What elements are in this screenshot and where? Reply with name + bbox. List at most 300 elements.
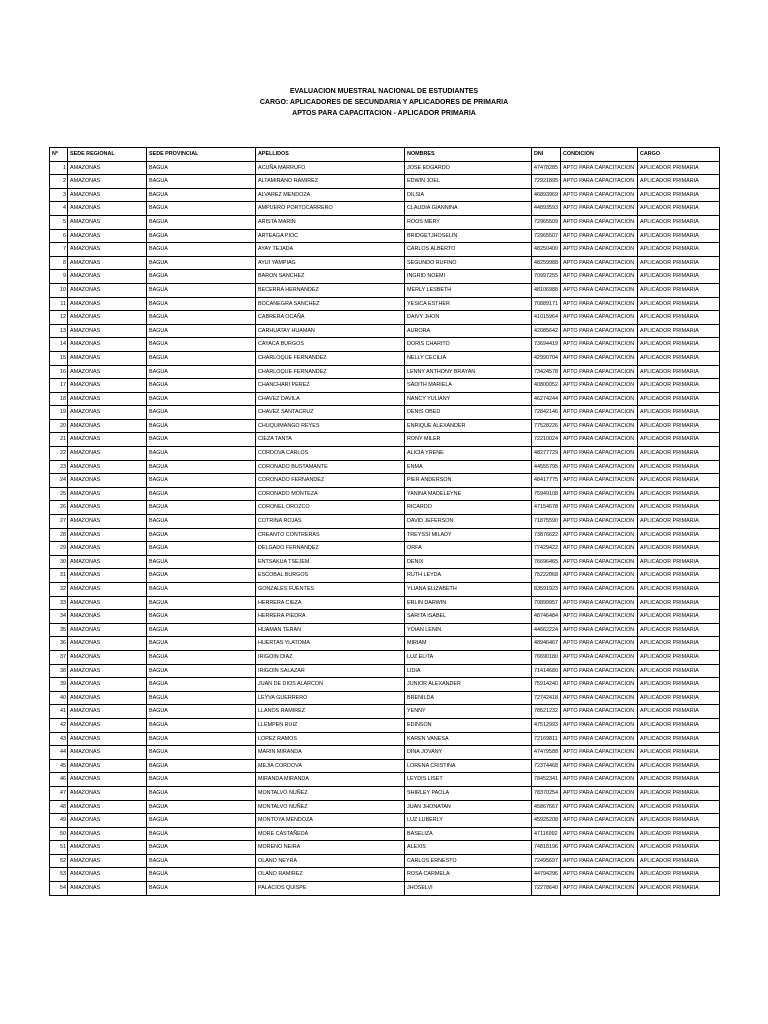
sede-regional-cell: AMAZONAS: [68, 732, 147, 746]
nombres-cell: NANCY YULIANY: [405, 392, 532, 406]
sede-provincial-cell: BAGUA: [147, 406, 256, 420]
table-row: [50, 447, 720, 461]
table-row: [50, 854, 720, 868]
sede-provincial-cell: BAGUA: [147, 365, 256, 379]
sede-regional-cell: AMAZONAS: [68, 433, 147, 447]
dni-cell: 73694419: [532, 338, 561, 352]
sede-regional-cell: AMAZONAS: [68, 814, 147, 828]
nombres-cell: EDINSON: [405, 718, 532, 732]
dni-cell: 75949108: [532, 487, 561, 501]
sede-provincial-cell: BAGUA: [147, 732, 256, 746]
row-number: 52: [50, 854, 68, 868]
condicion-cell: APTO PARA CAPACITACION: [561, 583, 638, 597]
nombres-cell: BASELIZA: [405, 827, 532, 841]
sede-provincial-cell: BAGUA: [147, 868, 256, 882]
sede-provincial-cell: BAGUA: [147, 678, 256, 692]
table-row: [50, 596, 720, 610]
sede-provincial-cell: BAGUA: [147, 515, 256, 529]
sede-regional-cell: AMAZONAS: [68, 746, 147, 760]
nombres-cell: ENRIQUE ALEXANDER: [405, 419, 532, 433]
dni-cell: 48277729: [532, 447, 561, 461]
condicion-cell: APTO PARA CAPACITACION: [561, 841, 638, 855]
table-row: [50, 338, 720, 352]
apellidos-cell: PALACIOS QUISPE: [256, 882, 405, 896]
condicion-cell: APTO PARA CAPACITACION: [561, 528, 638, 542]
condicion-cell: APTO PARA CAPACITACION: [561, 555, 638, 569]
sede-provincial-cell: BAGUA: [147, 243, 256, 257]
nombres-cell: RICARDO: [405, 501, 532, 515]
table-row: [50, 827, 720, 841]
sede-provincial-cell: BAGUA: [147, 283, 256, 297]
sede-provincial-cell: BAGUA: [147, 664, 256, 678]
table-row: [50, 474, 720, 488]
row-number: 45: [50, 759, 68, 773]
cargo-cell: APLICADOR PRIMARIA: [638, 868, 720, 882]
table-row: [50, 175, 720, 189]
sede-regional-cell: AMAZONAS: [68, 202, 147, 216]
nombres-cell: RONY MILER: [405, 433, 532, 447]
table-row: [50, 664, 720, 678]
dni-cell: 72169811: [532, 732, 561, 746]
dni-cell: 72210024: [532, 433, 561, 447]
column-header-nombres: NOMBRES: [405, 148, 532, 162]
row-number: 49: [50, 814, 68, 828]
nombres-cell: MERLY LESBETH: [405, 283, 532, 297]
sede-regional-cell: AMAZONAS: [68, 243, 147, 257]
condicion-cell: APTO PARA CAPACITACION: [561, 664, 638, 678]
condicion-cell: APTO PARA CAPACITACION: [561, 283, 638, 297]
apellidos-cell: MONTALVO NUÑEZ: [256, 800, 405, 814]
cargo-cell: APLICADOR PRIMARIA: [638, 827, 720, 841]
table-row: [50, 365, 720, 379]
condicion-cell: APTO PARA CAPACITACION: [561, 447, 638, 461]
cargo-cell: APLICADOR PRIMARIA: [638, 419, 720, 433]
apellidos-cell: ALTAMIRANO RAMIREZ: [256, 175, 405, 189]
sede-regional-cell: AMAZONAS: [68, 705, 147, 719]
sede-regional-cell: AMAZONAS: [68, 786, 147, 800]
sede-provincial-cell: BAGUA: [147, 474, 256, 488]
nombres-cell: SARITA ISABEL: [405, 610, 532, 624]
cargo-cell: APLICADOR PRIMARIA: [638, 188, 720, 202]
nombres-cell: ORFA: [405, 542, 532, 556]
row-number: 28: [50, 528, 68, 542]
dni-cell: 72965507: [532, 229, 561, 243]
dni-cell: 47478285: [532, 161, 561, 175]
sede-provincial-cell: BAGUA: [147, 542, 256, 556]
nombres-cell: LUZ LUBERLY: [405, 814, 532, 828]
condicion-cell: APTO PARA CAPACITACION: [561, 650, 638, 664]
sede-provincial-cell: BAGUA: [147, 379, 256, 393]
condicion-cell: APTO PARA CAPACITACION: [561, 814, 638, 828]
cargo-cell: APLICADOR PRIMARIA: [638, 528, 720, 542]
cargo-cell: APLICADOR PRIMARIA: [638, 501, 720, 515]
apellidos-cell: MEJIA CORDOVA: [256, 759, 405, 773]
sede-provincial-cell: BAGUA: [147, 882, 256, 896]
table-row: [50, 188, 720, 202]
condicion-cell: APTO PARA CAPACITACION: [561, 256, 638, 270]
row-number: 54: [50, 882, 68, 896]
sede-regional-cell: AMAZONAS: [68, 678, 147, 692]
sede-provincial-cell: BAGUA: [147, 447, 256, 461]
table-row: [50, 256, 720, 270]
cargo-cell: APLICADOR PRIMARIA: [638, 555, 720, 569]
nombres-cell: CARLOS ALBERTO: [405, 243, 532, 257]
sede-regional-cell: AMAZONAS: [68, 297, 147, 311]
cargo-cell: APLICADOR PRIMARIA: [638, 229, 720, 243]
cargo-cell: APLICADOR PRIMARIA: [638, 841, 720, 855]
row-number: 30: [50, 555, 68, 569]
sede-provincial-cell: BAGUA: [147, 202, 256, 216]
apellidos-cell: HUAMAN TERAN: [256, 623, 405, 637]
sede-provincial-cell: BAGUA: [147, 583, 256, 597]
dni-cell: 47479588: [532, 746, 561, 760]
sede-regional-cell: AMAZONAS: [68, 379, 147, 393]
sede-regional-cell: AMAZONAS: [68, 215, 147, 229]
apellidos-cell: CHARLOQUE FERNANDEZ: [256, 351, 405, 365]
sede-regional-cell: AMAZONAS: [68, 542, 147, 556]
sede-provincial-cell: BAGUA: [147, 175, 256, 189]
dni-cell: 78521232: [532, 705, 561, 719]
sede-provincial-cell: BAGUA: [147, 718, 256, 732]
sede-regional-cell: AMAZONAS: [68, 623, 147, 637]
apellidos-cell: MARIN MIRANDA: [256, 746, 405, 760]
dni-cell: 48106988: [532, 283, 561, 297]
sede-provincial-cell: BAGUA: [147, 555, 256, 569]
row-number: 46: [50, 773, 68, 787]
sede-provincial-cell: BAGUA: [147, 650, 256, 664]
dni-cell: 47116992: [532, 827, 561, 841]
nombres-cell: JHOSELVI: [405, 882, 532, 896]
dni-cell: 44662224: [532, 623, 561, 637]
nombres-cell: YESICA ESTHER: [405, 297, 532, 311]
condicion-cell: APTO PARA CAPACITACION: [561, 324, 638, 338]
table-row: [50, 732, 720, 746]
sede-provincial-cell: BAGUA: [147, 270, 256, 284]
table-row: [50, 283, 720, 297]
cargo-cell: APLICADOR PRIMARIA: [638, 324, 720, 338]
dni-cell: 44893593: [532, 202, 561, 216]
sede-regional-cell: AMAZONAS: [68, 419, 147, 433]
table-row: [50, 270, 720, 284]
row-number: 8: [50, 256, 68, 270]
condicion-cell: APTO PARA CAPACITACION: [561, 773, 638, 787]
column-header-sede-provincial: SEDE PROVINCIAL: [147, 148, 256, 162]
sede-provincial-cell: BAGUA: [147, 487, 256, 501]
dni-cell: 46893969: [532, 188, 561, 202]
sede-provincial-cell: BAGUA: [147, 433, 256, 447]
dni-cell: 72495697: [532, 854, 561, 868]
apellidos-cell: CORDOVA CARLOS: [256, 447, 405, 461]
dni-cell: 45867667: [532, 800, 561, 814]
table-row: [50, 379, 720, 393]
nombres-cell: LEYDIS LISET: [405, 773, 532, 787]
dni-cell: 70997255: [532, 270, 561, 284]
condicion-cell: APTO PARA CAPACITACION: [561, 270, 638, 284]
cargo-cell: APLICADOR PRIMARIA: [638, 637, 720, 651]
dni-cell: 48946467: [532, 637, 561, 651]
nombres-cell: SHIRLEY PAOLA: [405, 786, 532, 800]
sede-provincial-cell: BAGUA: [147, 814, 256, 828]
nombres-cell: JUNIOR ALEXANDER: [405, 678, 532, 692]
dni-cell: 47154678: [532, 501, 561, 515]
condicion-cell: APTO PARA CAPACITACION: [561, 419, 638, 433]
nombres-cell: JOSE EDGARDO: [405, 161, 532, 175]
row-number: 9: [50, 270, 68, 284]
apellidos-cell: MORE CASTAÑEDA: [256, 827, 405, 841]
apellidos-cell: MIRANDA MIRANDA: [256, 773, 405, 787]
apellidos-cell: CORONADO BUSTAMANTE: [256, 460, 405, 474]
sede-provincial-cell: BAGUA: [147, 596, 256, 610]
apellidos-cell: LLANOS RAMIREZ: [256, 705, 405, 719]
apellidos-cell: AYAY TEJADA: [256, 243, 405, 257]
nombres-cell: KAREN VANESA: [405, 732, 532, 746]
row-number: 17: [50, 379, 68, 393]
dni-cell: 71414680: [532, 664, 561, 678]
row-number: 26: [50, 501, 68, 515]
condicion-cell: APTO PARA CAPACITACION: [561, 338, 638, 352]
cargo-cell: APLICADOR PRIMARIA: [638, 854, 720, 868]
sede-provincial-cell: BAGUA: [147, 419, 256, 433]
cargo-cell: APLICADOR PRIMARIA: [638, 732, 720, 746]
row-number: 34: [50, 610, 68, 624]
sede-provincial-cell: BAGUA: [147, 501, 256, 515]
cargo-cell: APLICADOR PRIMARIA: [638, 379, 720, 393]
sede-provincial-cell: BAGUA: [147, 188, 256, 202]
apellidos-cell: ESCOBAL BURGOS: [256, 569, 405, 583]
row-number: 41: [50, 705, 68, 719]
sede-regional-cell: AMAZONAS: [68, 650, 147, 664]
row-number: 20: [50, 419, 68, 433]
row-number: 23: [50, 460, 68, 474]
apellidos-cell: AMPUERO PORTOCARRERO: [256, 202, 405, 216]
table-row: [50, 637, 720, 651]
nombres-cell: JUAN JHONATAN: [405, 800, 532, 814]
sede-regional-cell: AMAZONAS: [68, 827, 147, 841]
sede-regional-cell: AMAZONAS: [68, 161, 147, 175]
sede-provincial-cell: BAGUA: [147, 854, 256, 868]
row-number: 24: [50, 474, 68, 488]
apellidos-cell: ALVAREZ MENDOZA: [256, 188, 405, 202]
nombres-cell: LIDIA: [405, 664, 532, 678]
row-number: 13: [50, 324, 68, 338]
cargo-cell: APLICADOR PRIMARIA: [638, 270, 720, 284]
condicion-cell: APTO PARA CAPACITACION: [561, 379, 638, 393]
row-number: 10: [50, 283, 68, 297]
nombres-cell: TREYSSI MILADY: [405, 528, 532, 542]
nombres-cell: MIRIAM: [405, 637, 532, 651]
sede-regional-cell: AMAZONAS: [68, 338, 147, 352]
apellidos-cell: LOPEZ RAMOS: [256, 732, 405, 746]
row-number: 4: [50, 202, 68, 216]
row-number: 35: [50, 623, 68, 637]
cargo-cell: APLICADOR PRIMARIA: [638, 392, 720, 406]
sede-provincial-cell: BAGUA: [147, 759, 256, 773]
dni-cell: 72374468: [532, 759, 561, 773]
condicion-cell: APTO PARA CAPACITACION: [561, 202, 638, 216]
table-row: [50, 800, 720, 814]
sede-regional-cell: AMAZONAS: [68, 175, 147, 189]
condicion-cell: APTO PARA CAPACITACION: [561, 243, 638, 257]
cargo-cell: APLICADOR PRIMARIA: [638, 460, 720, 474]
document-subtitle-status: APTOS PARA CAPACITACION - APLICADOR PRIMARIA: [292, 110, 476, 117]
cargo-cell: APLICADOR PRIMARIA: [638, 542, 720, 556]
table-row: [50, 759, 720, 773]
row-number: 53: [50, 868, 68, 882]
condicion-cell: APTO PARA CAPACITACION: [561, 175, 638, 189]
condicion-cell: APTO PARA CAPACITACION: [561, 188, 638, 202]
apellidos-cell: HERRERA PIEDRA: [256, 610, 405, 624]
row-number: 50: [50, 827, 68, 841]
dni-cell: 48746484: [532, 610, 561, 624]
nombres-cell: BRIDGETJHOSELIN: [405, 229, 532, 243]
table-body: [50, 161, 720, 895]
condicion-cell: APTO PARA CAPACITACION: [561, 800, 638, 814]
apellidos-cell: OLANO NEYRA: [256, 854, 405, 868]
sede-regional-cell: AMAZONAS: [68, 256, 147, 270]
sede-regional-cell: AMAZONAS: [68, 759, 147, 773]
apellidos-cell: CORONEL OROZCO: [256, 501, 405, 515]
sede-regional-cell: AMAZONAS: [68, 691, 147, 705]
sede-provincial-cell: BAGUA: [147, 256, 256, 270]
row-number: 5: [50, 215, 68, 229]
sede-provincial-cell: BAGUA: [147, 746, 256, 760]
condicion-cell: APTO PARA CAPACITACION: [561, 161, 638, 175]
apellidos-cell: CORONADO FERNANDEZ: [256, 474, 405, 488]
apellidos-cell: CORONADO MONTEZA: [256, 487, 405, 501]
apellidos-cell: LLEMPEN RUIZ: [256, 718, 405, 732]
apellidos-cell: LEYVA GUERRERO: [256, 691, 405, 705]
table-row: [50, 868, 720, 882]
sede-provincial-cell: BAGUA: [147, 460, 256, 474]
condicion-cell: APTO PARA CAPACITACION: [561, 460, 638, 474]
table-row: [50, 786, 720, 800]
dni-cell: 45925208: [532, 814, 561, 828]
row-number: 47: [50, 786, 68, 800]
row-number: 2: [50, 175, 68, 189]
condicion-cell: APTO PARA CAPACITACION: [561, 392, 638, 406]
cargo-cell: APLICADOR PRIMARIA: [638, 610, 720, 624]
apellidos-cell: GONZALES FUENTES: [256, 583, 405, 597]
sede-provincial-cell: BAGUA: [147, 229, 256, 243]
cargo-cell: APLICADOR PRIMARIA: [638, 691, 720, 705]
apellidos-cell: AYUI YAMPIAG: [256, 256, 405, 270]
sede-regional-cell: AMAZONAS: [68, 773, 147, 787]
sede-provincial-cell: BAGUA: [147, 691, 256, 705]
sede-regional-cell: AMAZONAS: [68, 583, 147, 597]
cargo-cell: APLICADOR PRIMARIA: [638, 773, 720, 787]
table-row: [50, 610, 720, 624]
sede-provincial-cell: BAGUA: [147, 841, 256, 855]
cargo-cell: APLICADOR PRIMARIA: [638, 256, 720, 270]
cargo-cell: APLICADOR PRIMARIA: [638, 161, 720, 175]
apellidos-cell: MONTALVO NUÑEZ: [256, 786, 405, 800]
dni-cell: 42990704: [532, 351, 561, 365]
row-number: 27: [50, 515, 68, 529]
row-number: 43: [50, 732, 68, 746]
apellidos-cell: COTRINA ROJAS: [256, 515, 405, 529]
condicion-cell: APTO PARA CAPACITACION: [561, 868, 638, 882]
apellidos-cell: ARTEAGA PIOC: [256, 229, 405, 243]
dni-cell: 40800052: [532, 379, 561, 393]
nombres-cell: DINA JOVANY: [405, 746, 532, 760]
sede-regional-cell: AMAZONAS: [68, 283, 147, 297]
apellidos-cell: CREANTO CONTRERAS: [256, 528, 405, 542]
table-row: [50, 841, 720, 855]
row-number: 29: [50, 542, 68, 556]
apellidos-cell: CABRERA OCAÑA: [256, 311, 405, 325]
condicion-cell: APTO PARA CAPACITACION: [561, 311, 638, 325]
dni-cell: 72842146: [532, 406, 561, 420]
apellidos-cell: BECERRA HERNANDEZ: [256, 283, 405, 297]
nombres-cell: ENMA: [405, 460, 532, 474]
nombres-cell: DENIS OBED: [405, 406, 532, 420]
cargo-cell: APLICADOR PRIMARIA: [638, 175, 720, 189]
nombres-cell: INGRID NOEMI: [405, 270, 532, 284]
table-row: [50, 433, 720, 447]
sede-regional-cell: AMAZONAS: [68, 569, 147, 583]
condicion-cell: APTO PARA CAPACITACION: [561, 596, 638, 610]
cargo-cell: APLICADOR PRIMARIA: [638, 447, 720, 461]
table-row: [50, 243, 720, 257]
condicion-cell: APTO PARA CAPACITACION: [561, 474, 638, 488]
cargo-cell: APLICADOR PRIMARIA: [638, 283, 720, 297]
table-row: [50, 460, 720, 474]
apellidos-cell: CHARLOQUE FERNANDEZ: [256, 365, 405, 379]
sede-provincial-cell: BAGUA: [147, 324, 256, 338]
apellidos-cell: CAYACA BURGOS: [256, 338, 405, 352]
apellidos-cell: IRIGOIN SALAZAR: [256, 664, 405, 678]
cargo-cell: APLICADOR PRIMARIA: [638, 406, 720, 420]
sede-regional-cell: AMAZONAS: [68, 188, 147, 202]
dni-cell: 44555795: [532, 460, 561, 474]
nombres-cell: NELLY CECILIA: [405, 351, 532, 365]
dni-cell: 75222068: [532, 569, 561, 583]
apellidos-cell: CHANCHARI PEREZ: [256, 379, 405, 393]
table-row: [50, 555, 720, 569]
condicion-cell: APTO PARA CAPACITACION: [561, 351, 638, 365]
condicion-cell: APTO PARA CAPACITACION: [561, 365, 638, 379]
sede-regional-cell: AMAZONAS: [68, 854, 147, 868]
sede-regional-cell: AMAZONAS: [68, 528, 147, 542]
document-header: [0, 86, 768, 119]
condicion-cell: APTO PARA CAPACITACION: [561, 433, 638, 447]
row-number: 25: [50, 487, 68, 501]
sede-regional-cell: AMAZONAS: [68, 392, 147, 406]
condicion-cell: APTO PARA CAPACITACION: [561, 569, 638, 583]
nombres-cell: LENNY ANTHONY BRAYAN: [405, 365, 532, 379]
table-row: [50, 773, 720, 787]
column-header-condicion: CONDICION: [561, 148, 638, 162]
cargo-cell: APLICADOR PRIMARIA: [638, 365, 720, 379]
sede-regional-cell: AMAZONAS: [68, 365, 147, 379]
dni-cell: 76690180: [532, 650, 561, 664]
sede-regional-cell: AMAZONAS: [68, 474, 147, 488]
sede-regional-cell: AMAZONAS: [68, 718, 147, 732]
apellidos-cell: HERRERA CIEZA: [256, 596, 405, 610]
cargo-cell: APLICADOR PRIMARIA: [638, 311, 720, 325]
table-row: [50, 718, 720, 732]
row-number: 44: [50, 746, 68, 760]
dni-cell: 71875590: [532, 515, 561, 529]
sede-provincial-cell: BAGUA: [147, 800, 256, 814]
row-number: 14: [50, 338, 68, 352]
row-number: 6: [50, 229, 68, 243]
apellidos-cell: BARON SANCHEZ: [256, 270, 405, 284]
apellidos-cell: IRIGOIN DIAZ: [256, 650, 405, 664]
column-header-number: Nº: [50, 148, 68, 162]
apellidos-cell: CHAVEZ SANTACRUZ: [256, 406, 405, 420]
table-row: [50, 351, 720, 365]
